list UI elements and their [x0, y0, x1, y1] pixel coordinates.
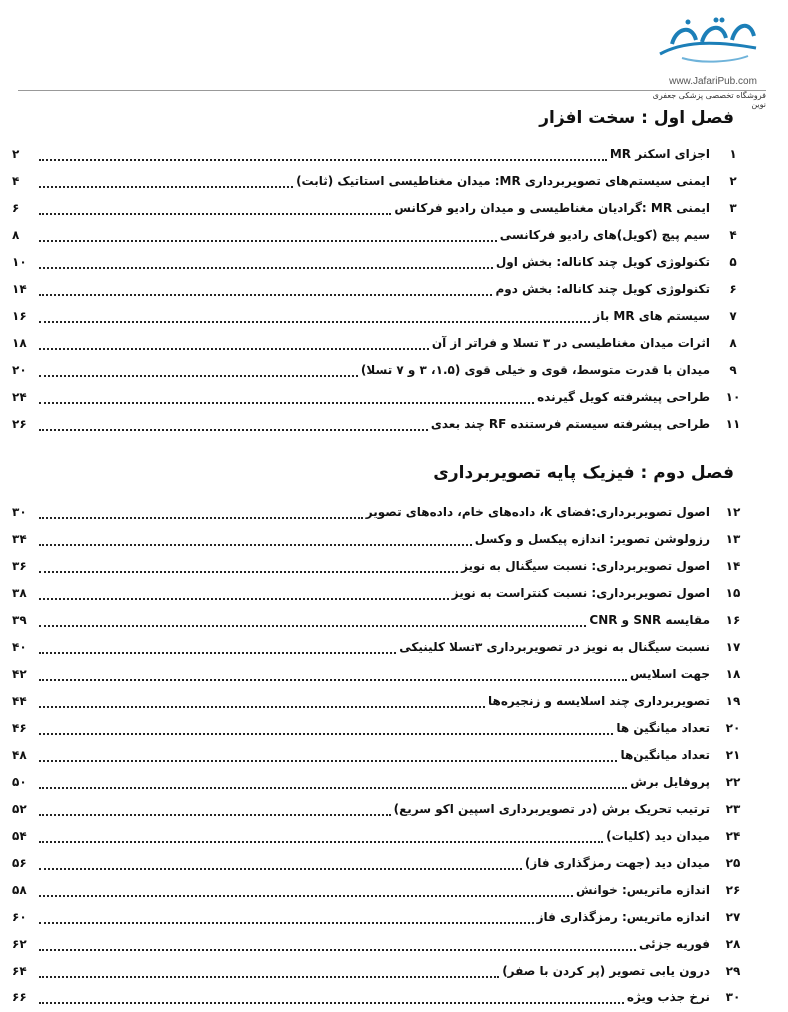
toc-title: نرخ جذب ویژه — [626, 990, 710, 1004]
toc-page: ۶ — [12, 201, 20, 215]
toc-number: ۱۴ — [725, 559, 741, 573]
toc-title: درون یابی تصویر (پر کردن با صفر) — [502, 964, 710, 978]
toc-leader — [39, 213, 391, 215]
toc-page: ۴۸ — [12, 748, 27, 762]
toc-row[interactable] — [12, 501, 748, 523]
toc-page: ۵۶ — [12, 856, 27, 870]
toc-title: ترتیب تحریک برش (در تصویربرداری اسپین اکو سریع) — [393, 802, 710, 816]
toc-number: ۴ — [729, 228, 737, 242]
toc-title: طراحی پیشرفته کویل گیرنده — [537, 390, 710, 404]
toc-page: ۴۶ — [12, 721, 27, 735]
toc-row[interactable] — [12, 960, 748, 982]
toc-row[interactable] — [12, 332, 748, 354]
toc-title: اندازه ماتریس: رمزگذاری فاز — [536, 910, 710, 924]
toc-row[interactable] — [12, 798, 748, 820]
toc-page: ۱۴ — [12, 282, 27, 296]
toc-page: ۴۰ — [12, 640, 27, 654]
toc-title: ایمنی سیستم‌های تصویربرداری MR: میدان مغناطیسی استاتیک (ثابت) — [296, 174, 710, 188]
toc-number: ۶ — [729, 282, 737, 296]
toc-page: ۱۶ — [12, 309, 27, 323]
toc-number: ۱۹ — [725, 694, 741, 708]
chapter-title: فصل اول : سخت افزار — [539, 108, 734, 128]
toc-title: اصول تصویربرداری:فضای k، داده‌های خام، داده‌های تصویر — [365, 505, 710, 519]
toc-page: ۶۶ — [12, 990, 27, 1004]
toc-row[interactable] — [12, 197, 748, 219]
toc-row[interactable] — [12, 986, 748, 1008]
toc-number: ۲۵ — [725, 856, 741, 870]
logo-tagline: فروشگاه تخصصی پزشکی جعفری نوین — [652, 91, 766, 109]
toc-leader — [39, 841, 603, 843]
toc-leader — [39, 294, 492, 296]
toc-page: ۵۸ — [12, 883, 27, 897]
toc-leader — [39, 922, 534, 924]
toc-page: ۲ — [12, 147, 20, 161]
toc-row[interactable] — [12, 906, 748, 928]
toc-row[interactable] — [12, 771, 748, 793]
toc-title: فوریه جزئی — [638, 937, 710, 951]
logo-url: www.JafariPub.com — [669, 76, 757, 87]
toc-page: ۲۰ — [12, 363, 27, 377]
toc-page: ۸ — [12, 228, 20, 242]
toc-leader — [39, 240, 497, 242]
toc-row[interactable] — [12, 359, 748, 381]
toc-title: میدان دید (کلیات) — [606, 829, 710, 843]
toc-leader — [39, 652, 396, 654]
toc-leader — [39, 598, 449, 600]
toc-leader — [39, 429, 428, 431]
toc-row[interactable] — [12, 305, 748, 327]
toc-number: ۲۱ — [725, 748, 741, 762]
toc-number: ۱۵ — [725, 586, 741, 600]
toc-title: ایمنی MR :گرادیان مغناطیسی و میدان رادیو فرکانس — [394, 201, 710, 215]
toc-page: ۲۶ — [12, 417, 27, 431]
toc-number: ۳ — [729, 201, 737, 215]
toc-leader — [39, 814, 391, 816]
toc-leader — [39, 949, 636, 951]
toc-row[interactable] — [12, 143, 748, 165]
toc-leader — [39, 402, 534, 404]
toc-row[interactable] — [12, 251, 748, 273]
toc-leader — [39, 348, 429, 350]
toc-page: ۳۸ — [12, 586, 27, 600]
toc-leader — [39, 976, 499, 978]
header-divider — [18, 90, 766, 91]
toc-row[interactable] — [12, 744, 748, 766]
toc-leader — [39, 679, 627, 681]
toc-page: ۳۶ — [12, 559, 27, 573]
toc-row[interactable] — [12, 879, 748, 901]
toc-number: ۱ — [729, 147, 737, 161]
toc-number: ۱۸ — [725, 667, 741, 681]
toc-title: اثرات میدان مغناطیسی در ۳ تسلا و فراتر از آن — [431, 336, 710, 350]
toc-title: تکنولوژی کویل چند کاناله: بخش دوم — [495, 282, 710, 296]
toc-number: ۱۶ — [725, 613, 741, 627]
toc-page: ۵۰ — [12, 775, 27, 789]
toc-number: ۲۹ — [725, 964, 741, 978]
toc-leader — [39, 868, 522, 870]
toc-leader — [39, 733, 613, 735]
toc-leader — [39, 571, 458, 573]
toc-row[interactable] — [12, 582, 748, 604]
toc-number: ۳۰ — [725, 990, 741, 1004]
toc-row[interactable] — [12, 825, 748, 847]
toc-row[interactable] — [12, 852, 748, 874]
toc-title: سیم پیچ (کویل)های رادیو فرکانسی — [499, 228, 710, 242]
toc-leader — [39, 267, 493, 269]
toc-page: ۴۴ — [12, 694, 27, 708]
toc-leader — [39, 760, 617, 762]
toc-page: ۵۴ — [12, 829, 27, 843]
toc-number: ۲۶ — [725, 883, 741, 897]
toc-row[interactable] — [12, 224, 748, 246]
toc-leader — [39, 375, 358, 377]
toc-number: ۲۷ — [725, 910, 741, 924]
toc-row[interactable] — [12, 717, 748, 739]
toc-number: ۲۴ — [725, 829, 741, 843]
toc-page: ۵۲ — [12, 802, 27, 816]
toc-leader — [39, 706, 485, 708]
toc-title: اصول تصویربرداری: نسبت کنتراست به نویز — [451, 586, 710, 600]
toc-page: ۳۹ — [12, 613, 27, 627]
toc-number: ۷ — [729, 309, 737, 323]
toc-number: ۱۰ — [725, 390, 741, 404]
toc-page: ۳۰ — [12, 505, 27, 519]
toc-page: ۴۲ — [12, 667, 27, 681]
toc-title: اصول تصویربرداری: نسبت سیگنال به نویز — [461, 559, 710, 573]
toc-leader — [39, 544, 472, 546]
chapter-title: فصل دوم : فیزیک پایه تصویربرداری — [433, 463, 734, 483]
toc-row[interactable] — [12, 636, 748, 658]
toc-row[interactable] — [12, 278, 748, 300]
toc-number: ۲ — [729, 174, 737, 188]
toc-leader — [39, 159, 607, 161]
toc-title: نسبت سیگنال به نویز در تصویربرداری ۳تسلا کلینیکی — [399, 640, 710, 654]
toc-page: ۲۴ — [12, 390, 27, 404]
toc-title: میدان با قدرت متوسط، قوی و خیلی قوی (۱.۵، ۳ و ۷ تسلا) — [360, 363, 710, 377]
toc-page: ۶۲ — [12, 937, 27, 951]
toc-title: تعداد میانگین ها — [616, 721, 710, 735]
toc-page: ۶۴ — [12, 964, 27, 978]
toc-title: اجزای اسکنر MR — [609, 147, 710, 161]
toc-leader — [39, 186, 293, 188]
toc-number: ۲۳ — [725, 802, 741, 816]
toc-leader — [39, 625, 586, 627]
toc-number: ۲۸ — [725, 937, 741, 951]
toc-number: ۸ — [729, 336, 737, 350]
toc-number: ۹ — [729, 363, 737, 377]
toc-title: پروفایل برش — [630, 775, 710, 789]
toc-row[interactable] — [12, 609, 748, 631]
toc-title: مقایسه SNR و CNR — [589, 613, 710, 627]
toc-title: تعداد میانگین‌ها — [620, 748, 710, 762]
toc-row[interactable] — [12, 386, 748, 408]
toc-leader — [39, 321, 590, 323]
toc-title: طراحی پیشرفته سیستم فرستنده RF چند بعدی — [430, 417, 710, 431]
toc-title: تصویربرداری چند اسلایسه و زنجیره‌ها — [488, 694, 710, 708]
toc-title: جهت اسلایس — [630, 667, 710, 681]
toc-title: تکنولوژی کویل چند کاناله: بخش اول — [495, 255, 710, 269]
toc-title: رزولوشن تصویر: اندازه پیکسل و وکسل — [474, 532, 710, 546]
toc-page: ۳۴ — [12, 532, 27, 546]
toc-number: ۱۲ — [725, 505, 741, 519]
toc-row[interactable] — [12, 663, 748, 685]
toc-row[interactable] — [12, 528, 748, 550]
toc-number: ۲۰ — [725, 721, 741, 735]
toc-number: ۱۳ — [725, 532, 741, 546]
toc-page: ۱۰ — [12, 255, 27, 269]
toc-row[interactable] — [12, 413, 748, 435]
toc-page: ۶۰ — [12, 910, 27, 924]
toc-row[interactable] — [12, 555, 748, 577]
logo-mark-icon — [652, 14, 762, 66]
toc-row[interactable] — [12, 690, 748, 712]
toc-leader — [39, 895, 573, 897]
toc-page: ۱۸ — [12, 336, 27, 350]
toc-row[interactable] — [12, 933, 748, 955]
toc-title: میدان دید (جهت رمزگذاری فاز) — [524, 856, 710, 870]
toc-page: ۴ — [12, 174, 20, 188]
toc-number: ۱۷ — [725, 640, 741, 654]
toc-leader — [39, 517, 363, 519]
toc-number: ۱۱ — [725, 417, 741, 431]
toc-leader — [39, 1002, 624, 1004]
toc-number: ۲۲ — [725, 775, 741, 789]
publisher-logo — [636, 14, 766, 109]
toc-row[interactable] — [12, 170, 748, 192]
toc-title: سیستم های MR باز — [593, 309, 710, 323]
toc-leader — [39, 787, 627, 789]
toc-title: اندازه ماتریس: خوانش — [576, 883, 710, 897]
toc-number: ۵ — [729, 255, 737, 269]
